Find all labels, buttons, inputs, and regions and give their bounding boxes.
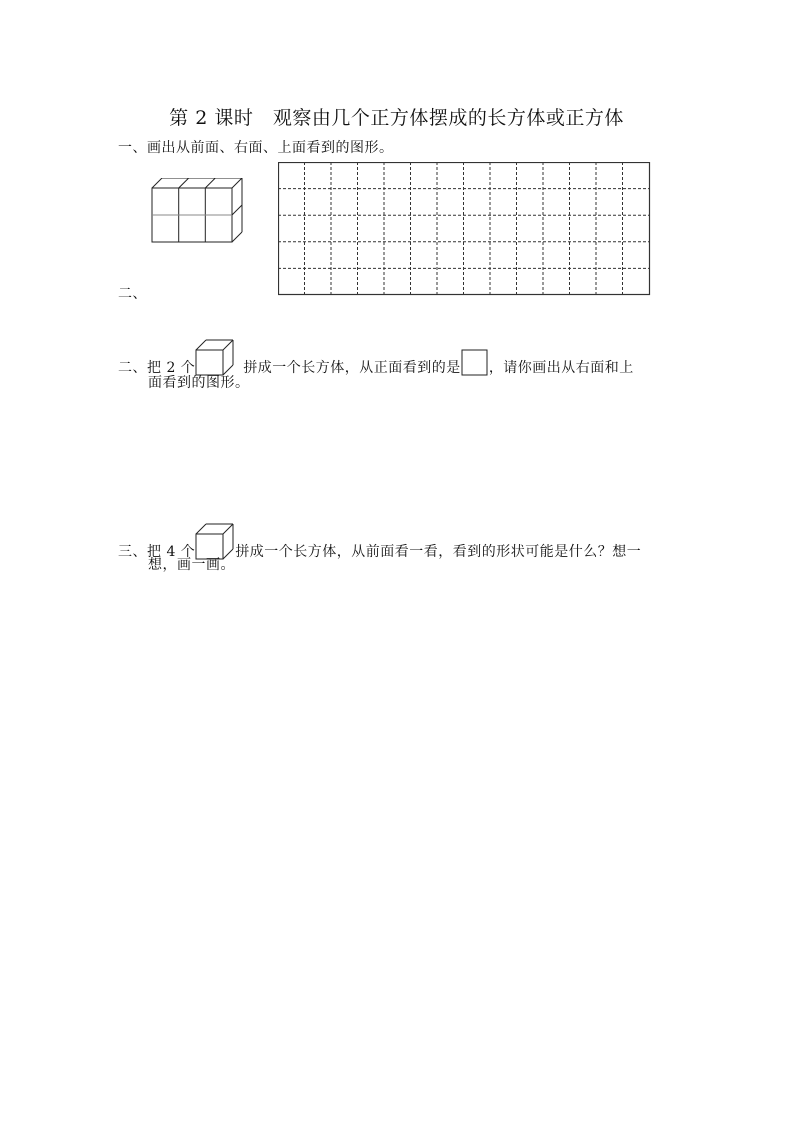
cube-arrangement-figure bbox=[150, 178, 245, 246]
question-2-line-2: 面看到的图形。 bbox=[148, 375, 250, 391]
question-2-prefix: 二、把 2 个 bbox=[118, 360, 196, 376]
question-3-suffix: 拼成一个长方体，从前面看一看，看到的形状可能是什么？想一 bbox=[235, 544, 642, 560]
drawing-grid[interactable] bbox=[278, 162, 651, 296]
question-3-prefix: 三、把 4 个 bbox=[118, 544, 196, 560]
page-title: 第 2 课时 观察由几个正方体摆成的长方体或正方体 bbox=[169, 107, 624, 129]
question-1-text: 一、画出从前面、右面、上面看到的图形。 bbox=[118, 140, 394, 156]
question-2-middle: 拼成一个长方体，从正面看到的是 bbox=[243, 360, 461, 376]
square-front-view-icon bbox=[461, 349, 489, 377]
stray-label: 二、 bbox=[118, 286, 147, 302]
question-2-suffix: ，请你画出从右面和上 bbox=[488, 360, 634, 376]
question-3-line-2: 想，画一画。 bbox=[148, 557, 235, 573]
